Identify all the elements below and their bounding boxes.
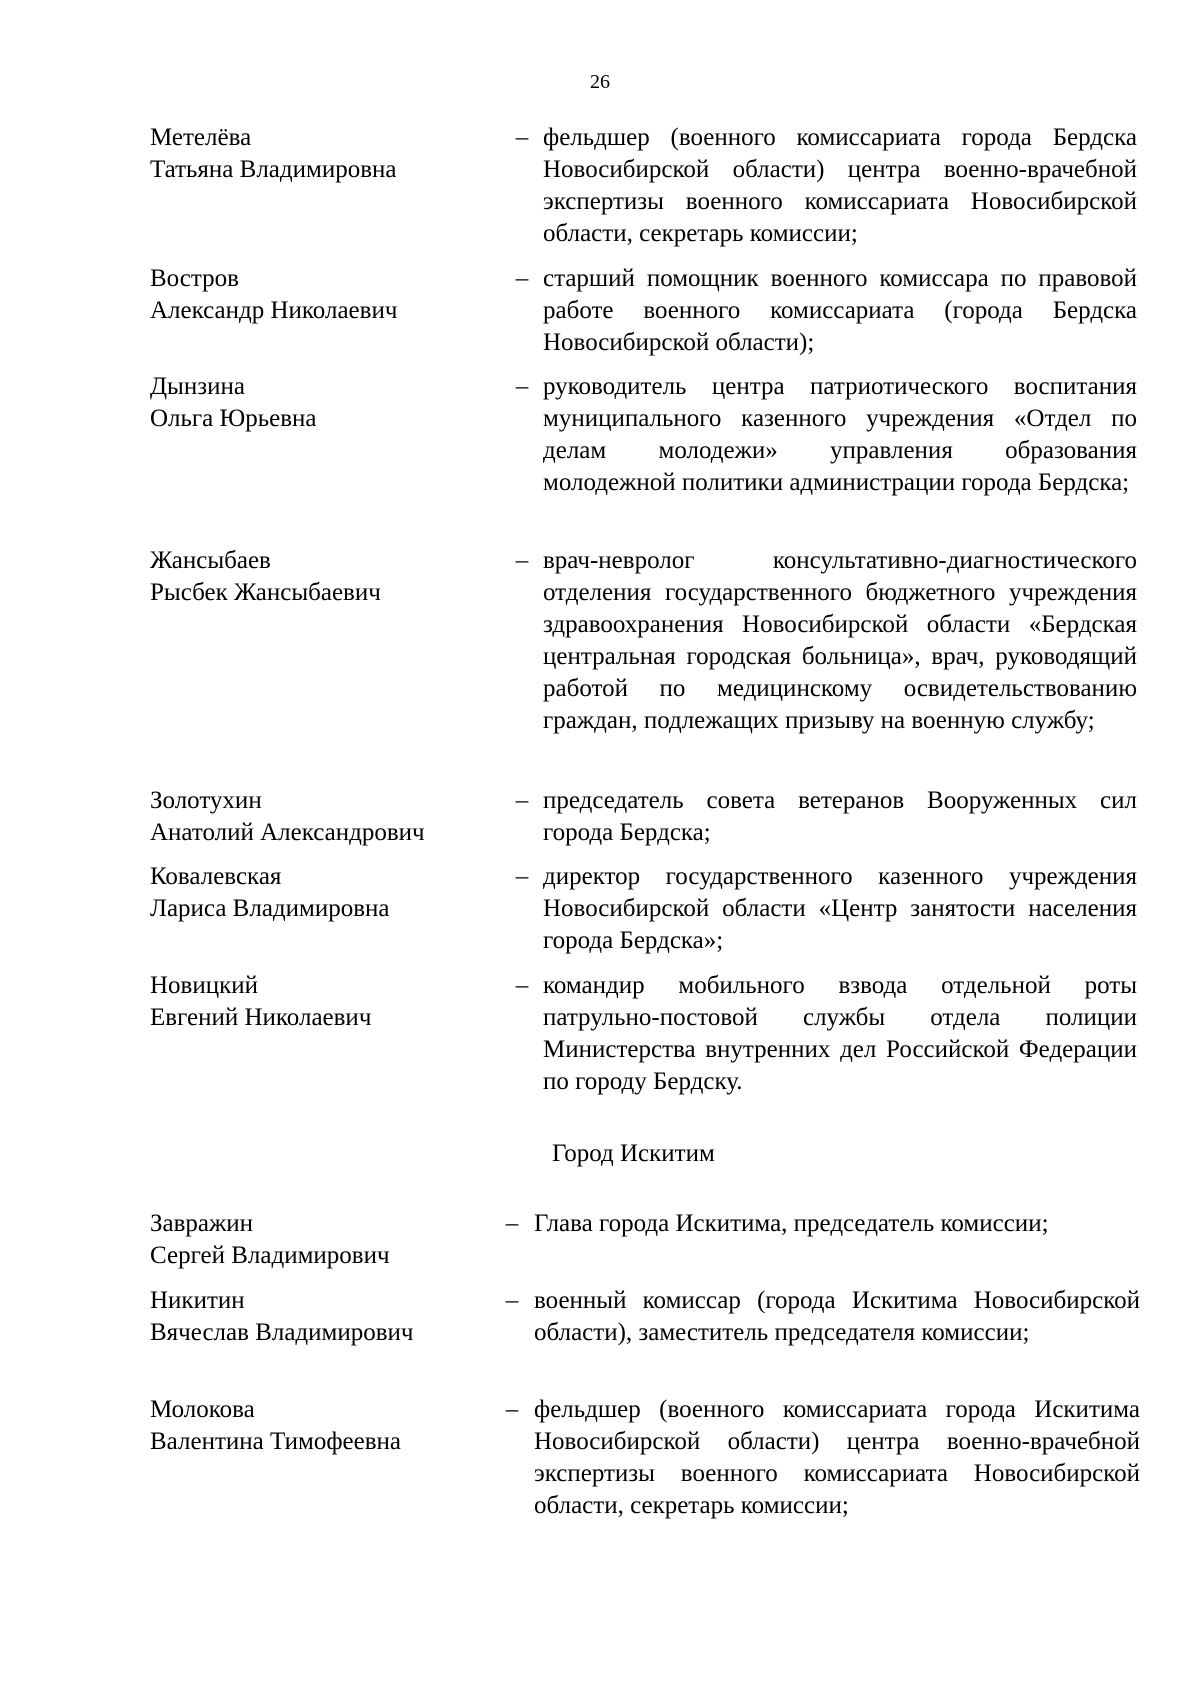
dash-separator: – <box>515 547 529 574</box>
member-role: председатель совета ветеранов Вооруженных сил города Бердска; <box>543 787 1137 846</box>
member-surname: Молокова <box>150 1396 255 1423</box>
member-role: фельдшер (военного комиссариата города Бердска Новосибирской области) центра военно-врачебной экспертизы военного комиссариата Новосибирской области, секретарь комиссии; <box>543 124 1137 247</box>
dash-separator: – <box>515 373 529 400</box>
member-name <box>150 861 480 925</box>
member-surname: Метелёва <box>150 124 252 151</box>
member-given-names: Татьяна Владимировна <box>150 156 397 183</box>
page-number: 26 <box>590 71 610 93</box>
member-given-names: Лариса Владимировна <box>150 895 390 922</box>
member-name <box>150 1394 480 1458</box>
member-surname: Дынзина <box>150 373 245 400</box>
member-surname: Завражин <box>150 1210 254 1237</box>
member-role: врач-невролог консультативно-диагностического отделения государственного бюджетного учреждения здравоохранения Новосибирской области «Бердская центральная городская больница», врач, руководящий работой по медицинскому освидетельствованию граждан, подлежащих призыву на военную службу; <box>543 547 1137 734</box>
member-given-names: Валентина Тимофеевна <box>150 1428 401 1455</box>
dash-separator: – <box>505 1210 519 1237</box>
member-role: Глава города Искитима, председатель комиссии; <box>534 1210 1049 1237</box>
member-role: директор государственного казенного учреждения Новосибирской области «Центр занятости населения города Бердска»; <box>543 863 1137 954</box>
section-heading: Город Искитим <box>552 1140 715 1167</box>
member-name <box>150 371 480 435</box>
member-given-names: Анатолий Александрович <box>150 819 425 846</box>
member-role: фельдшер (военного комиссариата города Искитима Новосибирской области) центра военно-врачебной экспертизы военного комиссариата Новосибирской области, секретарь комиссии; <box>534 1396 1140 1519</box>
member-surname: Никитин <box>150 1287 245 1314</box>
member-role: командир мобильного взвода отдельной роты патрульно-постовой службы отдела полиции Министерства внутренних дел Российской Федерации по городу Бердску. <box>543 972 1137 1095</box>
member-given-names: Сергей Владимирович <box>150 1242 390 1269</box>
dash-separator: – <box>515 265 529 292</box>
member-name <box>150 122 480 186</box>
member-surname: Жансыбаев <box>150 547 271 574</box>
member-role: руководитель центра патриотического воспитания муниципального казенного учреждения «Отдел по делам молодежи» управления образования молодежной политики администрации города Бердска; <box>543 373 1137 496</box>
member-given-names: Ольга Юрьевна <box>150 405 317 432</box>
member-given-names: Александр Николаевич <box>150 297 398 324</box>
member-name <box>150 785 480 849</box>
dash-separator: – <box>515 124 529 151</box>
member-given-names: Рысбек Жансыбаевич <box>150 579 381 606</box>
dash-separator: – <box>505 1287 519 1314</box>
member-name <box>150 1285 480 1349</box>
member-surname: Востров <box>150 265 239 292</box>
member-given-names: Вячеслав Владимирович <box>150 1319 414 1346</box>
member-role: старший помощник военного комиссара по правовой работе военного комиссариата (города Бердска Новосибирской области); <box>543 265 1137 356</box>
member-surname: Золотухин <box>150 787 262 814</box>
member-name <box>150 545 480 609</box>
dash-separator: – <box>515 863 529 890</box>
member-name <box>150 263 480 327</box>
member-surname: Ковалевская <box>150 863 282 890</box>
member-name <box>150 970 480 1034</box>
dash-separator: – <box>515 972 529 999</box>
member-role: военный комиссар (города Искитима Новосибирской области), заместитель председателя комиссии; <box>534 1287 1140 1346</box>
member-name <box>150 1208 480 1272</box>
dash-separator: – <box>505 1396 519 1423</box>
dash-separator: – <box>515 787 529 814</box>
member-given-names: Евгений Николаевич <box>150 1004 372 1031</box>
member-surname: Новицкий <box>150 972 259 999</box>
